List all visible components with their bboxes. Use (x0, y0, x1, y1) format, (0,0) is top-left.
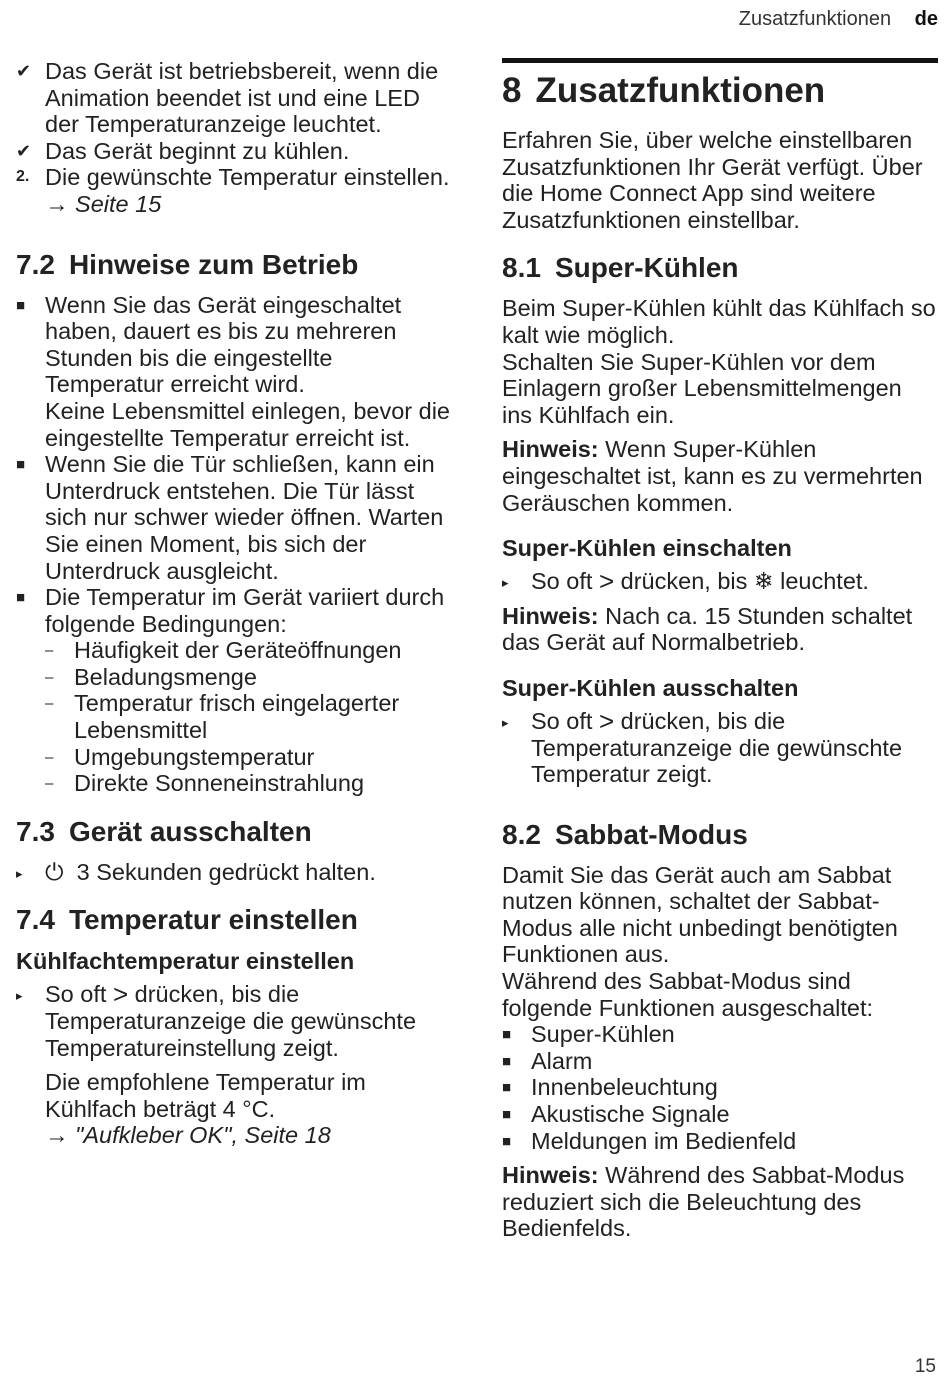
list-item: ▸ So oft > drücken, bis die Temperaturanzeige die gewünschte Temperatur zeigt. (502, 705, 903, 788)
section-rule (502, 58, 938, 63)
list-item: ■ Die Temperatur im Gerät variiert durch folgende Bedingungen: – Häufigkeit der Geräteöffnungen – Beladungsmenge – Temperatur frisch eingelagerter Lebensmittel – Umgebungstemperatur – Direkte Sonneneinstrahlung (16, 584, 456, 797)
arrow-right-icon: → (45, 190, 69, 217)
list-item: ✔ Das Gerät beginnt zu kühlen. (16, 137, 350, 164)
check-icon: ✔ (16, 140, 32, 161)
square-bullet-icon: ■ (16, 589, 26, 607)
page-header (739, 8, 938, 31)
chevron-right-icon: > (598, 705, 615, 736)
square-bullet-icon: ■ (16, 456, 26, 474)
snowflake-icon: ❄ (753, 568, 774, 595)
triangle-bullet-icon: ▸ (502, 575, 509, 591)
subsection-heading: Super-Kühlen ausschalten (502, 674, 799, 701)
sub-list-item: – Häufigkeit der Geräteöffnungen (45, 637, 402, 664)
sub-list-item: – Umgebungstemperatur (45, 743, 315, 770)
list-item: ■ Super-Kühlen (502, 1021, 675, 1048)
note: Hinweis: Nach ca. 15 Stunden schaltet das Gerät auf Normalbetrieb. (502, 602, 913, 656)
page-reference[interactable]: → Seite 15 (45, 190, 162, 217)
list-item: ▸ So oft > drücken, bis die Temperaturanzeige die gewünschte Temperatureinstellung zeigt. Die empfohlene Temperatur im Kühlfach beträgt 4 °C. → "Aufkleber OK", Seite 18 (16, 981, 456, 1149)
chevron-right-icon: > (598, 566, 615, 597)
section-heading-8-1: 8.1 Super-Kühlen (502, 252, 739, 284)
power-icon: ⏻ (45, 858, 64, 885)
list-item: ■ Wenn Sie die Tür schließen, kann ein Unterdruck entstehen. Die Tür lässt sich nur schwer wieder öffnen. Warten Sie einen Moment, bis sich der Unterdruck ausgleicht. (16, 451, 444, 584)
square-bullet-icon: ■ (502, 1132, 512, 1150)
list-item: ■ Innenbeleuchtung (502, 1074, 718, 1101)
triangle-bullet-icon: ▸ (16, 865, 23, 881)
page-number: 15 (914, 1356, 936, 1377)
section-heading-8-2: 8.2 Sabbat-Modus (502, 818, 748, 850)
square-bullet-icon: ■ (502, 1079, 512, 1097)
square-bullet-icon: ■ (502, 1106, 512, 1124)
list-item: ■ Wenn Sie das Gerät eingeschaltet haben, dauert es bis zu mehreren Stunden bis die eingestellte Temperatur erreicht wird. Keine Lebensmittel einlegen, bevor die eingestellte Temperatur erreicht ist. (16, 291, 450, 451)
list-item: ■ Alarm (502, 1047, 593, 1074)
section-heading-7-2: 7.2 Hinweise zum Betrieb (16, 248, 359, 280)
header-section-title: Zusatzfunktionen (738, 8, 892, 30)
page-reference[interactable]: → "Aufkleber OK", Seite 18 (45, 1122, 331, 1149)
chevron-right-icon: > (112, 979, 129, 1010)
list-item: 2. Die gewünschte Temperatur einstellen. → Seite 15 (16, 164, 450, 217)
header-language: de (914, 8, 938, 30)
left-column (16, 58, 456, 1149)
list-item: ■ Meldungen im Bedienfeld (502, 1127, 797, 1154)
square-bullet-icon: ■ (502, 1052, 512, 1070)
step-number: 2. (16, 168, 30, 186)
list-item: ✔ Das Gerät ist betriebsbereit, wenn die Animation beendet ist und eine LED der Temperaturanzeige leuchtet. (16, 58, 439, 138)
check-icon: ✔ (16, 61, 32, 81)
triangle-bullet-icon: ▸ (16, 988, 23, 1004)
chapter-intro: Erfahren Sie, über welche einstellbaren Zusatzfunktionen Ihr Gerät verfügt. Über die Home Connect App sind weitere Zusatzfunktionen einstellbar. (502, 127, 923, 233)
square-bullet-icon: ■ (16, 296, 26, 314)
sub-list-item: – Temperatur frisch eingelagerter Lebensmittel (45, 690, 400, 744)
arrow-right-icon: → (45, 1122, 69, 1149)
list-item: ▸ ⏻ 3 Sekunden gedrückt halten. (16, 859, 456, 886)
recommendation-text: Die empfohlene Temperatur im Kühlfach beträgt 4 °C. → "Aufkleber OK", Seite 18 (45, 1069, 366, 1149)
square-bullet-icon: ■ (502, 1026, 512, 1044)
sub-list-item: – Direkte Sonneneinstrahlung (45, 770, 365, 797)
right-column: 8 Zusatzfunktionen Erfahren Sie, über welche einstellbaren Zusatzfunktionen Ihr Gerät verfügt. Über die Home Connect App sind weitere Zusatzfunktionen einstellbar. 8.1 Super-Kühlen Beim Super-Kühlen kühlt das Kühlfach so kalt wie möglich. Schalten Sie Super-Kühlen vor dem Einlagern großer Lebensmittelmengen ins Kühlfach ein. Hinweis: Wenn Super-Kühlen eingeschaltet ist, kann es zu vermehrten Geräuschen kommen. Super-Kühlen einschalten ▸ So oft > drücken, bis ❄ leuchtet. Hinweis: Nach ca. 15 Stunden schaltet das Gerät auf Normalbetrieb. Super-Kühlen ausschalten ▸ So oft > drücken, bis die Temperaturanzeige die gewünschte Temperatur zeigt. 8.2 Sabbat-Modus Damit Sie das Gerät auch am Sabbat nutzen können, schaltet der Sabbat-Modus alle nicht unbedingt benötigten Funktionen aus. Während des Sabbat-Modus sind folgende Funktionen ausgeschaltet: ■ Super-Kühlen ■ Alarm ■ Innenbeleuchtung ■ Akustische Signale ■ Meldungen im Bedienfeld Hinweis: Während des Sabbat-Modus reduziert sich die Beleuchtung des Bedienfelds. (502, 58, 938, 1242)
chapter-heading-8: 8 Zusatzfunktionen (502, 71, 826, 110)
list-item: ▸ So oft > drücken, bis ❄ leuchtet. (502, 566, 869, 597)
note: Hinweis: Wenn Super-Kühlen eingeschaltet ist, kann es zu vermehrten Geräuschen kommen. (502, 436, 923, 516)
section-heading-7-3: 7.3 Gerät ausschalten (16, 815, 312, 847)
triangle-bullet-icon: ▸ (502, 714, 509, 730)
sub-list-item: – Beladungsmenge (45, 663, 257, 690)
section-heading-7-4: 7.4 Temperatur einstellen (16, 904, 358, 936)
note: Hinweis: Während des Sabbat-Modus reduziert sich die Beleuchtung des Bedienfelds. (502, 1162, 905, 1242)
list-item: ■ Akustische Signale (502, 1101, 730, 1128)
subsection-heading: Kühlfachtemperatur einstellen (16, 948, 355, 975)
subsection-heading: Super-Kühlen einschalten (502, 535, 792, 562)
